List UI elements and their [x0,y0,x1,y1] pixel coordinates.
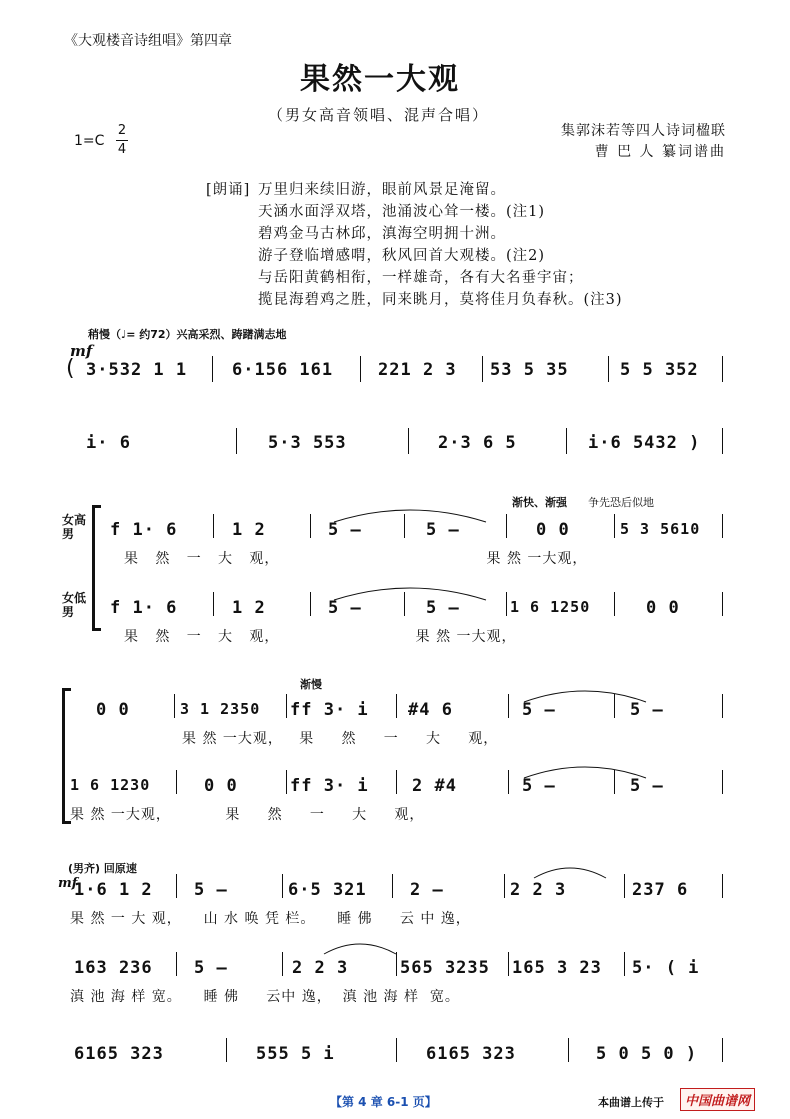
solo-measure: 2 – [410,880,444,900]
solo-measure: 6165 323 [74,1044,164,1064]
solo-measure: 237 6 [632,880,689,900]
barline [506,514,507,538]
lyrics-line: 果 然 一 大 观， 山 水 唤 凭 栏。 睡 佛 云 中 逸， [70,911,471,927]
barline [624,874,625,898]
chorus-measure: f 1· 6 [110,520,178,540]
upload-note: 本曲谱上传于 [598,1096,664,1109]
chorus-measure: 0 0 [204,776,238,796]
part-label-upper: 女高 男 [62,513,87,541]
chorus-measure: 5 – [630,700,664,720]
chorus-measure: 5 – [522,776,556,796]
solo-measure: 2 2 3 [510,880,567,900]
lyrics-line: 滇 池 海 样 宽。 睡 佛 云中 逸， 滇 池 海 样 宽。 [70,989,460,1005]
time-signature [116,122,128,159]
recitation-line: 天涵水面浮双塔，池涌波心耸一楼。(注1) [258,204,546,220]
barline [286,694,287,718]
barline [508,694,509,718]
song-title: 果然一大观 [300,62,460,97]
barline [624,952,625,976]
intro-measure: 5·3 553 [268,433,347,453]
slur [530,862,610,880]
chorus-measure: 5 – [630,776,664,796]
solo-measure: 165 3 23 [512,958,602,978]
chorus-tempo-2: 渐慢 [300,678,322,691]
recitation-line: 游子登临增感喟，秋风回首大观楼。(注2) [258,248,546,264]
chorus-measure: ff 3· i [290,700,369,720]
chorus-measure: 1 2 [232,598,266,618]
chorus-measure: 0 0 [646,598,680,618]
barline [614,514,615,538]
time-bottom: 4 [117,142,127,157]
intro-measure: 221 2 3 [378,360,457,380]
chorus-measure: #4 6 [408,700,453,720]
slur [330,582,490,602]
chapter-heading: 《大观楼音诗组唱》第四章 [64,33,232,49]
barline [176,874,177,898]
barline [608,356,609,382]
chorus-measure: 5 – [426,520,460,540]
solo-measure: 1·6 1 2 [74,880,153,900]
barline [722,592,723,616]
chorus-measure: 5 – [328,598,362,618]
barline [614,592,615,616]
barline [408,428,409,454]
barline [213,592,214,616]
barline [722,770,723,794]
credit-lyrics: 集郭沫若等四人诗词楹联 [561,123,726,139]
recitation-line: 与岳阳黄鹤相衔，一样雄奇，各有大名垂宇宙； [258,270,584,286]
barline [568,1038,569,1062]
part-label-lower: 女低 男 [62,591,87,619]
solo-measure: 5 – [194,880,228,900]
barline [722,428,723,454]
solo-measure: 6·5 321 [288,880,367,900]
recitation-label: [朗诵] [206,182,251,198]
chorus-measure: 5 – [328,520,362,540]
intro-measure: i·6 5432 ) [588,433,701,453]
chorus-measure: f 1· 6 [110,598,178,618]
barline [213,514,214,538]
system-brace [92,505,101,631]
barline [508,952,509,976]
lyrics-line: 果 然 一大观， 果 然 一 大 观， [70,807,425,823]
barline [282,952,283,976]
chorus-measure: 1 2 [232,520,266,540]
barline [226,1038,227,1062]
chorus-measure: 5 3 5610 [620,520,701,538]
barline [212,356,213,382]
barline [176,952,177,976]
barline [396,1038,397,1062]
site-logo[interactable]: 中国曲谱网 [680,1088,755,1111]
chorus-measure: 5 – [426,598,460,618]
barline [310,514,311,538]
solo-measure: 5 0 5 0 ) [596,1044,698,1064]
intro-measure: i· 6 [86,433,131,453]
barline [282,874,283,898]
intro-tempo: 稍慢（♩= 约72）兴高采烈、踌躇满志地 [88,328,287,341]
barline [310,592,311,616]
intro-measure: 3·532 1 1 [86,360,188,380]
chorus-measure: 1 6 1250 [510,598,591,616]
barline [236,428,237,454]
solo-measure: 5· ( i [632,958,700,978]
time-top: 2 [117,123,127,138]
chorus-measure: 2 #4 [412,776,457,796]
solo-measure: 163 236 [74,958,153,978]
slur [330,504,490,524]
intro-dynamic: mf [70,342,93,360]
chorus-measure: 5 – [522,700,556,720]
chorus-measure: 0 0 [536,520,570,540]
intro-measure: 6·156 161 [232,360,334,380]
barline [722,356,723,382]
barline [392,874,393,898]
chorus-measure: 3 1 2350 [180,700,261,718]
solo-measure: 565 3235 [400,958,490,978]
barline [396,770,397,794]
barline [286,770,287,794]
chorus-expression: 争先恐后似地 [588,496,654,509]
intro-measure: 2·3 6 5 [438,433,517,453]
recitation-line: 万里归来续旧游，眼前风景足淹留。 [258,182,506,198]
intro-open-paren: ( [66,356,76,381]
barline [722,874,723,898]
solo-measure: 555 5 i [256,1044,335,1064]
barline [176,770,177,794]
recitation-line: 碧鸡金马古林邱，滇海空明拥十洲。 [258,226,506,242]
slur [520,684,650,704]
lyrics-line: 果 然 一大观， 果 然 一 大 观， [182,731,499,747]
barline [566,428,567,454]
chorus-measure: 1 6 1230 [70,776,151,794]
barline [396,694,397,718]
song-subtitle: （男女高音领唱、混声合唱） [268,106,490,124]
slur [320,938,400,956]
barline [504,874,505,898]
solo-measure: 6165 323 [426,1044,516,1064]
lyrics-line: 果 然 一 大 观， 果 然 一大观， [124,551,588,567]
recitation-line: 揽昆海碧鸡之胜，同来眺月，莫将佳月负春秋。(注3) [258,292,623,308]
barline [722,1038,723,1062]
page-number: 【第 4 章 6-1 页】 [330,1095,437,1109]
lyrics-line: 果 然 一 大 观， 果 然 一大观， [124,629,517,645]
intro-measure: 53 5 35 [490,360,569,380]
solo-dynamic: mf [58,876,78,891]
solo-measure: 5 – [194,958,228,978]
chorus-measure: ff 3· i [290,776,369,796]
chorus-tempo: 渐快、渐强 [512,496,567,509]
barline [360,356,361,382]
barline [508,770,509,794]
solo-measure: 2 2 3 [292,958,349,978]
credit-music: 曹 巴 人 纂词谱曲 [594,144,726,160]
intro-measure: 5 5 352 [620,360,699,380]
chorus-measure: 0 0 [96,700,130,720]
barline [506,592,507,616]
barline [174,694,175,718]
barline [482,356,483,382]
solo-label: (男齐) 回原速 [68,862,137,875]
key-signature: 1=C [74,133,105,149]
barline [722,694,723,718]
slur [520,760,650,780]
barline [722,514,723,538]
